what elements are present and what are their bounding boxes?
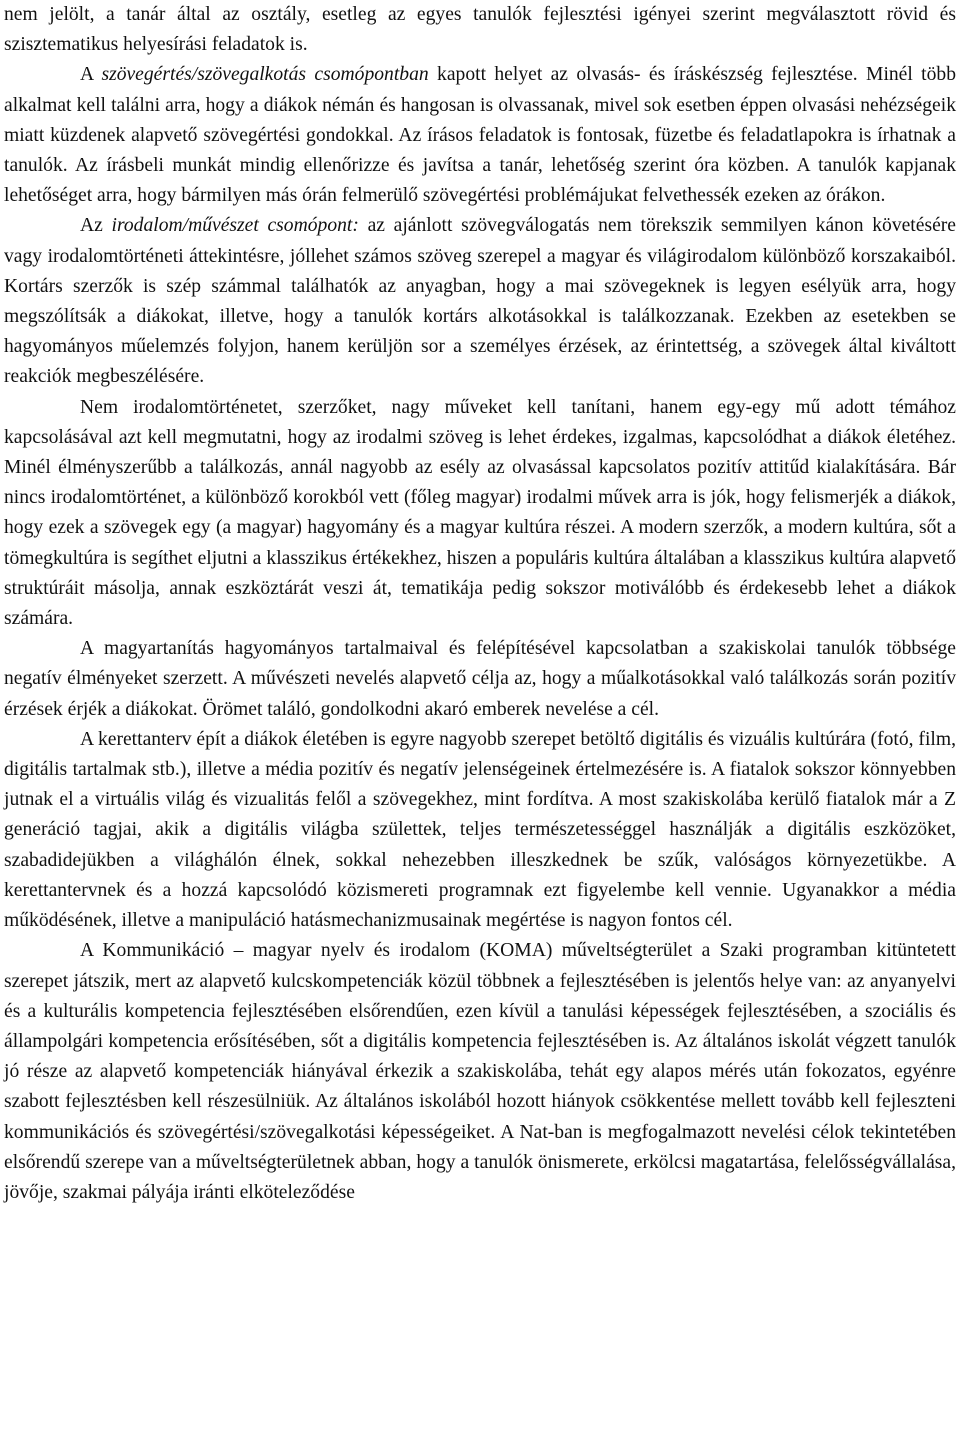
paragraph-text: kapott helyet az olvasás- és íráskészség fejlesztése. Minél több alkalmat kell találni arra, hogy a diákok némán és hangosan is olvassanak, mivel sok esetben éppen olvasási nehézségeik miatt küzdenek alapvető szövegértési gondokkal. Az írásos feladatok is fontosak, füzetbe és feladatlapokra is írhatnak a tanulók. Az írásbeli munkát mindig ellenőrizze és javítsa a tanár, lehetőség szerint óra közben. A tanulók kapjanak lehetőséget arra, hogy bármilyen más órán felmerülő szövegértési problémájukat felvethessék ezeken az órákon. [4, 64, 957, 207]
paragraph-text: az ajánlott szövegválogatás nem törekszik semmilyen kánon követésére vagy irodalomtörténeti áttekintésre, jóllehet számos szöveg szerepel a magyar és világirodalom különböző korszakaiból. Kortárs szerzők is szép számmal találhatók az anyagban, hogy a mai szövegeknek is legyen esélyük arra, hogy megszólítsák a diákokat, illetve, hogy a tanulók kortárs alkotásokkal is találkozzanak. Ezekben az esetekben se hagyományos műelemzés folyjon, hanem kerüljön sor a személyes érzések, az érintettség, a szövegek által kiváltott reakciók megbeszélésére. [4, 215, 956, 388]
paragraph-text: A kerettanterv épít a diákok életében is egyre nagyobb szerepet betöltő digitális és vizuális kultúrára (fotó, film, digitális tartalmak stb.), illetve a média pozitív és negatív jelenségeinek értelmezésére is. A fiatalok sokszor könnyebben jutnak el a virtuális világ és vizualitás felől a szövegekhez, mint fordítva. A most szakiskolába kerülő fiatalok már a Z generáció tagjai, akik a digitális világba születtek, teljes természetességgel használják a digitális eszközöket, szabadidejükben a világhálón élnek, sokkal nehezebben illeszkednek be szűk, valóságos környezetükbe. A kerettantervnek és a hozzá kapcsolódó közismereti programnak ezt figyelembe kell vennie. Ugyanakkor a média működésének, illetve a manipuláció hatásmechanizmusainak megértése is nagyon fontos cél. [4, 728, 956, 932]
italic-text: szövegértés/szövegalkotás csomópontban [101, 64, 429, 86]
paragraph [4, 0, 956, 60]
paragraph [4, 393, 956, 635]
paragraph [4, 211, 956, 392]
paragraph-text: A [80, 64, 102, 86]
paragraph-text: A magyartanítás hagyományos tartalmaival és felépítésével kapcsolatban a szakiskolai tanulók többsége negatív élményeket szerzett. A művészeti nevelés alapvető célja az, hogy a műalkotásokkal való találkozás során pozitív érzések érjék a diákokat. Örömet találó, gondolkodni akaró emberek nevelése a cél. [4, 638, 956, 720]
paragraph [4, 725, 956, 936]
paragraph-text: nem jelölt, a tanár által az osztály, esetleg az egyes tanulók fejlesztési igényei szerint megválasztott rövid és szisztematikus helyesírási feladatok is. [4, 4, 956, 56]
paragraph [4, 936, 956, 1208]
paragraph [4, 60, 956, 211]
paragraph [4, 634, 956, 725]
italic-text: irodalom/művészet csomópont: [111, 215, 359, 237]
document-page [4, 0, 956, 1208]
paragraph-text: Az [80, 215, 112, 237]
paragraph-text: A Kommunikáció – magyar nyelv és irodalom (KOMA) műveltségterület a Szaki programban kitüntetett szerepet játszik, mert az alapvető kulcskompetenciák közül többnek a fejlesztésében is jelentős helye van: az anyanyelvi és a kulturális kompetencia fejlesztésében elsőrendűen, ezen kívül a tanulási képességek fejlesztésében, a szociális és állampolgári kompetencia erősítésében, sőt a digitális kompetencia fejlesztésében is. Az általános iskolát végzett tanulók jó része az alapvető kompetenciák hiányával érkezik a szakiskolába, tehát egy alapos mérés után fokozatos, egyénre szabott fejlesztésben kell részesülniük. Az általános iskolából hozott hiányok csökkentése mellett tovább kell fejleszteni kommunikációs és szövegértési/szövegalkotási képességeiket. A Nat-ban is megfogalmazott nevelési célok tekintetében elsőrendű szerepe van a műveltségterületnek abban, hogy a tanulók önismerete, erkölcsi magatartása, felelősségvállalása, jövője, szakmai pályája iránti elköteleződése [4, 940, 956, 1203]
paragraph-text: Nem irodalomtörténetet, szerzőket, nagy műveket kell tanítani, hanem egy-egy mű adott témához kapcsolásával azt kell megmutatni, hogy az irodalmi szöveg is lehet érdekes, izgalmas, kapcsolódhat a diákok életéhez. Minél élményszerűbb a találkozás, annál nagyobb az esély az olvasással kapcsolatos pozitív attitűd kialakítására. Bár nincs irodalomtörténet, a különböző korokból vett (főleg magyar) irodalmi művek arra is jók, hogy felismerjék a diákok, hogy ezek a szövegek egy (a magyar) hagyomány és a magyar kultúra részei. A modern szerzők, a modern kultúra, sőt a tömegkultúra is segíthet eljutni a klasszikus értékekhez, hiszen a populáris kultúra általában a klasszikus kultúra alapvető struktúráit másolja, annak eszköztárát veszi át, tematikája pedig sokszor motiválóbb és érdekesebb lehet a diákok számára. [4, 396, 956, 630]
